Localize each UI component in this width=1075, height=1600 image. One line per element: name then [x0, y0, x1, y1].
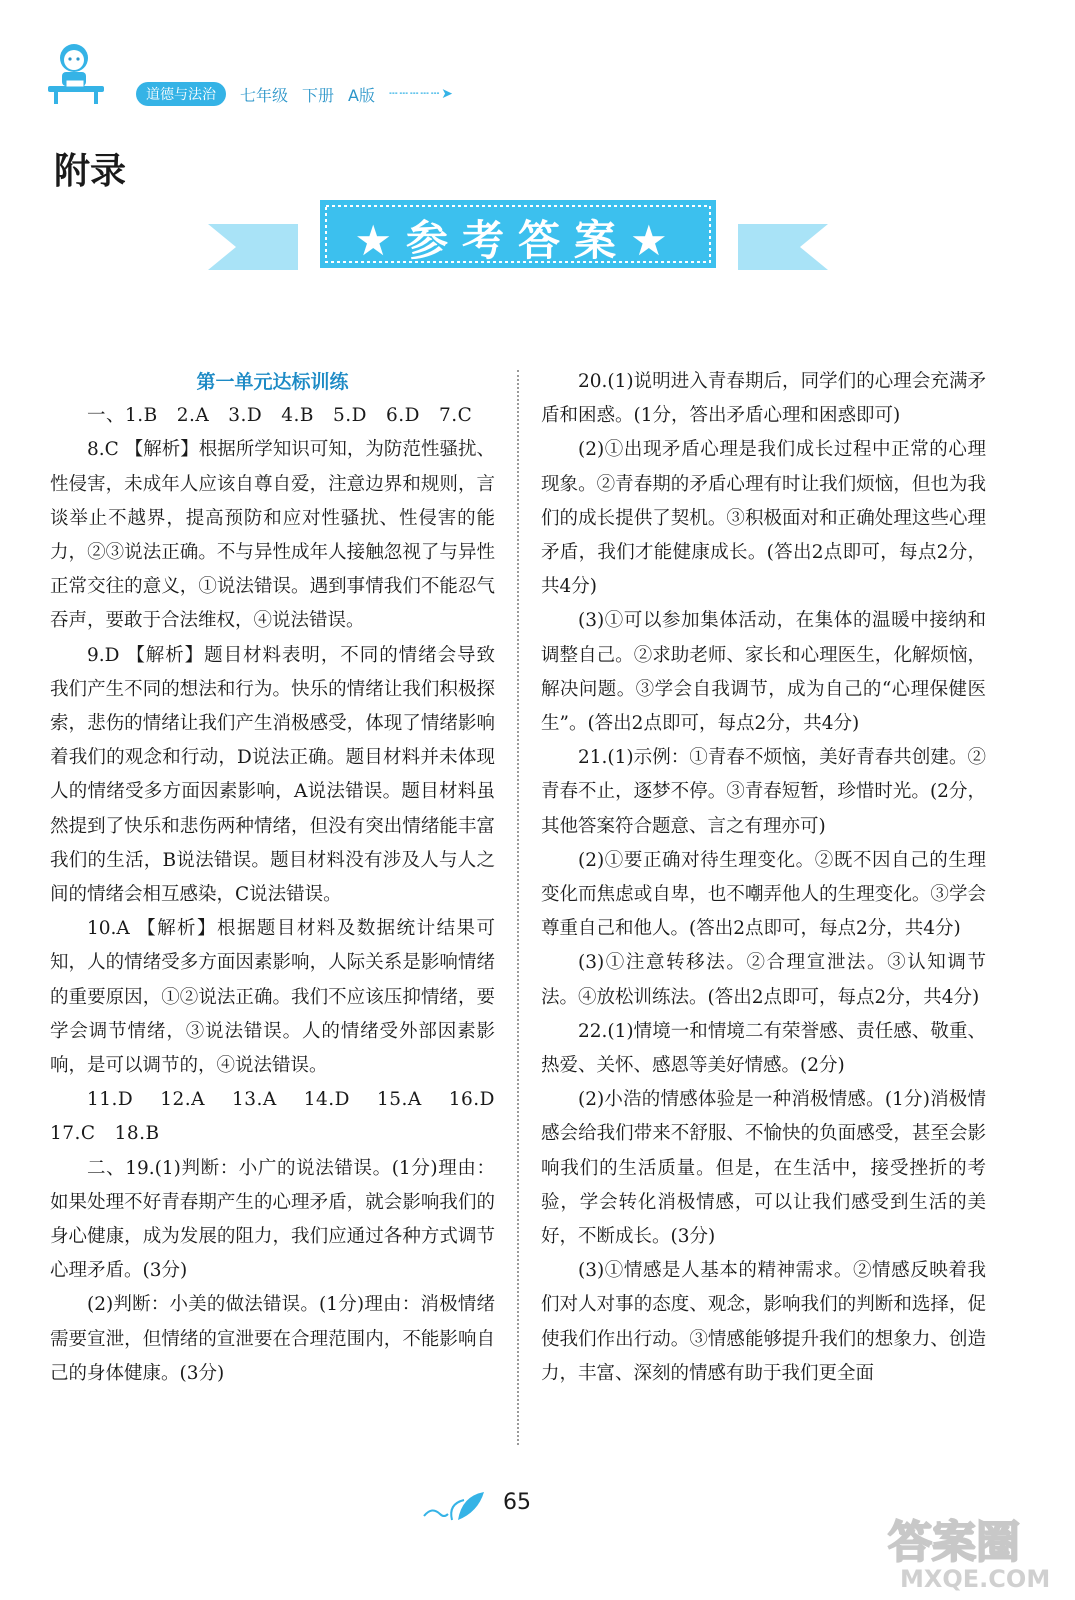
right-column	[541, 365, 986, 1391]
watermark-main: 答案圈	[888, 1517, 1020, 1568]
answer-paragraph: 20.(1)说明进入青春期后，同学们的心理会充满矛盾和困惑。(1分，答出矛盾心理和困惑即可)	[541, 371, 986, 427]
watermark	[880, 1505, 1060, 1595]
answer-paragraph: (2)①要正确对待生理变化。②既不因自己的生理变化而焦虑或自卑，也不嘲弄他人的生理变化。③学会尊重自己和他人。(答出2点即可，每点2分，共4分)	[541, 849, 986, 940]
answer-paragraph: 二、19.(1)判断：小广的说法错误。(1分)理由：如果处理不好青春期产生的心理矛盾，就会影响我们的身心健康，成为发展的阻力，我们应通过各种方式调节心理矛盾。(3分)	[50, 1157, 495, 1282]
answer-paragraph: 22.(1)情境一和情境二有荣誉感、责任感、敬重、热爱、关怀、感恩等美好情感。(2分)	[541, 1020, 986, 1077]
answer-paragraph: 21.(1)示例：①青春不烦恼，美好青春共创建。②青春不止，逐梦不停。③青春短暂，珍惜时光。(2分，其他答案符合题意、言之有理亦可)	[541, 747, 986, 837]
answer-paragraph: (3)①注意转移法。②合理宣泄法。③认知调节法。④放松训练法。(答出2点即可，每点2分，共4分)	[541, 952, 986, 1008]
page-number: 65	[503, 1490, 531, 1515]
answer-paragraph: (2)小浩的情感体验是一种消极情感。(1分)消极情感会给我们带来不舒服、不愉快的负面感受，甚至会影响我们的生活质量。但是，在生活中，接受挫折的考验，学会转化消极情感，可以让我们感受到生活的美好，不断成长。(3分)	[541, 1089, 986, 1248]
answer-paragraph: 8.C 【解析】根据所学知识可知，为防范性骚扰、性侵害，未成年人应该自尊自爱，注意边界和规则，言谈举止不越界，提高预防和应对性骚扰、性侵害的能力，②③说法正确。不与异性成年人接触忽视了与异性正常交往的意义，①说法错误。遇到事情我们不能忍气吞声，要敢于合法维权，④说法错误。	[50, 439, 495, 632]
watermark-url: MXQE.COM	[900, 1565, 1051, 1593]
volume-label: 下册	[302, 85, 335, 105]
answer-paragraph: 9.D 【解析】题目材料表明，不同的情绪会导致我们产生不同的想法和行为。快乐的情绪让我们积极探索，悲伤的情绪让我们产生消极感受，体现了情绪影响着我们的观念和行动，D说法正确。题目材料并未体现人的情绪受多方面因素影响，A说法错误。题目材料虽然提到了快乐和悲伤两种情绪，但没有突出情绪能丰富我们的生活，B说法错误。题目材料没有涉及人与人之间的情绪会相互感染，C说法错误。	[50, 644, 495, 906]
arrow-dots-icon: ┄┄┄┄┄➤	[388, 86, 455, 102]
subject-label: 道德与法治	[136, 82, 226, 106]
answer-banner	[208, 198, 828, 278]
left-column	[50, 365, 515, 1391]
column-divider	[517, 370, 519, 1445]
answer-paragraph: (2)判断：小美的做法错误。(1分)理由：消极情绪需要宣泄，但情绪的宣泄要在合理范围内，不能影响自己的身体健康。(3分)	[50, 1294, 495, 1384]
appendix-title: 附录	[54, 151, 127, 192]
answer-paragraph: 一、1.B 2.A 3.D 4.B 5.D 6.D 7.C	[87, 405, 473, 427]
answer-paragraph: (3)①可以参加集体活动，在集体的温暖中接纳和调整自己。②求助老师、家长和心理医生，化解烦恼，解决问题。③学会自我调节，成为自己的“心理保健医生”。(答出2点即可，每点2分，共4分)	[541, 610, 986, 735]
banner-title: ★参考答案★	[354, 216, 682, 265]
edition-label: A版	[348, 85, 375, 105]
page-header	[40, 38, 500, 108]
answer-paragraph: 10.A 【解析】根据题目材料及数据统计结果可知，人的情绪受多方面因素影响，人际关系是影响情绪的重要原因，①②说法正确。我们不应该压抑情绪，要学会调节情绪，③说法错误。人的情绪受外部因素影响，是可以调节的，④说法错误。	[50, 918, 495, 1077]
book-info-bar	[136, 82, 455, 106]
mascot-reading-icon	[40, 38, 110, 108]
leaf-swirl-icon	[418, 1486, 498, 1526]
grade-label: 七年级	[240, 85, 289, 105]
answer-paragraph: 11.D 12.A 13.A 14.D 15.A 16.D 17.C 18.B	[50, 1089, 515, 1145]
section-title: 第一单元达标训练	[196, 371, 349, 393]
answer-paragraph: (3)①情感是人基本的精神需求。②情感反映着我们对人对事的态度、观念，影响我们的判断和选择，促使我们作出行动。③情感能够提升我们的想象力、创造力，丰富、深刻的情感有助于我们更全面	[541, 1260, 986, 1384]
answer-paragraph: (2)①出现矛盾心理是我们成长过程中正常的心理现象。②青春期的矛盾心理有时让我们烦恼，但也为我们的成长提供了契机。③积极面对和正确处理这些心理矛盾，我们才能健康成长。(答出2点即可，每点2分，共4分)	[541, 439, 986, 598]
